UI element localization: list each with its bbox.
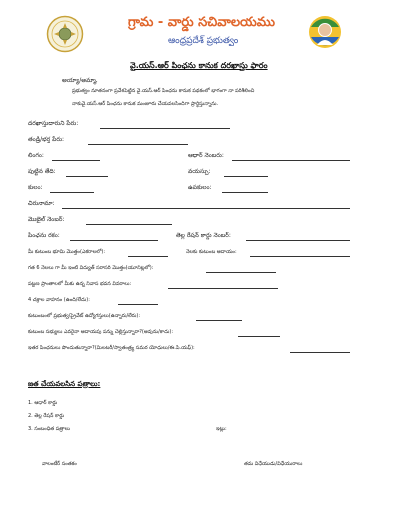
income-tax-field[interactable] (238, 336, 280, 337)
income-tax-label: కుటుంబ సభ్యులు ఎవరైనా ఆదాయపు పన్ను చెల్లిస్తున్నారా?(అవును/కాదు): (28, 329, 174, 335)
pension-type-field[interactable] (70, 240, 158, 241)
pension-type-label: పింఛను రకం: (28, 232, 60, 239)
caste-label: కులం: (28, 184, 43, 191)
attachment-item: 2. తెల్ల రేషన్ కార్డు (28, 413, 65, 419)
government-emblem-icon (46, 14, 84, 54)
address-field[interactable] (62, 208, 350, 209)
signature-label: ఇట్లు: (216, 426, 227, 432)
white-ration-card-label: తెల్ల రేషన్ కార్డు నెంబర్: (176, 232, 231, 239)
family-land-label: మీ కుటుంబ భూమి మొత్తం(ఎకరాలలో): (28, 249, 106, 255)
applicant-name-label: దరఖాస్తుదారుని పేరు: (28, 120, 79, 127)
govt-job-label: కుటుంబంలో ప్రభుత్వ/ప్రైవేట్ ఉద్యోగస్తులు(ఉన్నారు/లేరు): (28, 313, 141, 319)
family-income-field[interactable] (250, 256, 350, 257)
attachment-item: 3. సంబంధిత పత్రాలు (28, 426, 70, 432)
urban-property-label: పట్టణ ప్రాంతాలలో మీకు ఉన్న నివాస భవన వివరాలు: (28, 281, 132, 287)
applicant-signature-label: తమ విధేయుడు/విధేయురాలు (244, 461, 303, 467)
age-label: వయస్సు: (188, 168, 211, 175)
govt-job-field[interactable] (196, 320, 242, 321)
family-land-field[interactable] (128, 256, 168, 257)
salutation: అయ్యా/అమ్మా, (62, 77, 98, 84)
attachment-item: 1. ఆధార్ కార్డు (28, 400, 58, 406)
age-field[interactable] (224, 176, 268, 177)
form-title: వై.యస్.ఆర్ పింఛను కానుక దరఖాస్తు ఫారం (130, 61, 268, 70)
other-pension-label: ఇతర పింఛనులు పొందుతున్నారా?(మిలటరీ/స్వాతంత్ర్య సమర యోధులు/ఈ.పి.యఫ్): (28, 345, 195, 351)
mobile-number-field[interactable] (86, 224, 172, 225)
sub-caste-field[interactable] (222, 192, 268, 193)
intro-line-2: నాకువై.యస్.ఆర్ పింఛను కానుక మంజూరు చేయవలసిందిగా ప్రార్థిస్తున్నాను. (72, 101, 219, 107)
volunteer-signature-label: వాలంటీర్ సంతకం (42, 461, 77, 467)
date-of-birth-field[interactable] (66, 176, 108, 177)
family-income-label: నెలకు కుటుంబ ఆదాయం: (186, 249, 237, 255)
leader-photo-badge-icon (308, 15, 342, 49)
aadhaar-number-field[interactable] (232, 160, 350, 161)
other-pension-field[interactable] (290, 352, 350, 353)
header-title: గ్రామ - వార్డు సచివాలయము (128, 15, 276, 30)
caste-field[interactable] (50, 192, 94, 193)
four-wheeler-field[interactable] (118, 304, 158, 305)
address-label: చిరునామా: (28, 200, 55, 207)
sub-caste-label: ఉపకులం: (188, 184, 212, 191)
applicant-name-field[interactable] (100, 128, 230, 129)
electricity-usage-label: గత 6 నెలలు గా మీ ఇంటి విద్యుత్ సరాసరి మొత్తం(యూనిట్లలో): (28, 265, 154, 271)
gender-label: లింగం: (28, 152, 44, 159)
father-husband-name-label: తండ్రి/భర్త పేరు: (28, 136, 65, 143)
header-subtitle: ఆంధ్రప్రదేశ్ ప్రభుత్వం (168, 36, 239, 46)
mobile-number-label: మొబైల్ నెంబర్: (28, 216, 65, 223)
electricity-usage-field[interactable] (206, 272, 276, 273)
four-wheeler-label: 4 చక్రాల వాహనం (ఉంది/లేదు): (28, 297, 90, 303)
intro-line-1: ప్రభుత్వం నూతనంగా ప్రవేశపెట్టిన వై.యస్.ఆర్ పింఛను కానుక పథకంలో భాగంగా నా పరిశీలించి (72, 88, 255, 94)
attachments-heading: జత చేయవలసిన పత్రాలు: (28, 380, 101, 388)
father-husband-name-field[interactable] (88, 144, 188, 145)
date-of-birth-label: పుట్టిన తేది: (28, 168, 56, 175)
white-ration-card-field[interactable] (246, 240, 350, 241)
urban-property-field[interactable] (168, 288, 278, 289)
aadhaar-number-label: ఆధార్ నెంబరు: (188, 152, 224, 159)
gender-field[interactable] (52, 160, 100, 161)
